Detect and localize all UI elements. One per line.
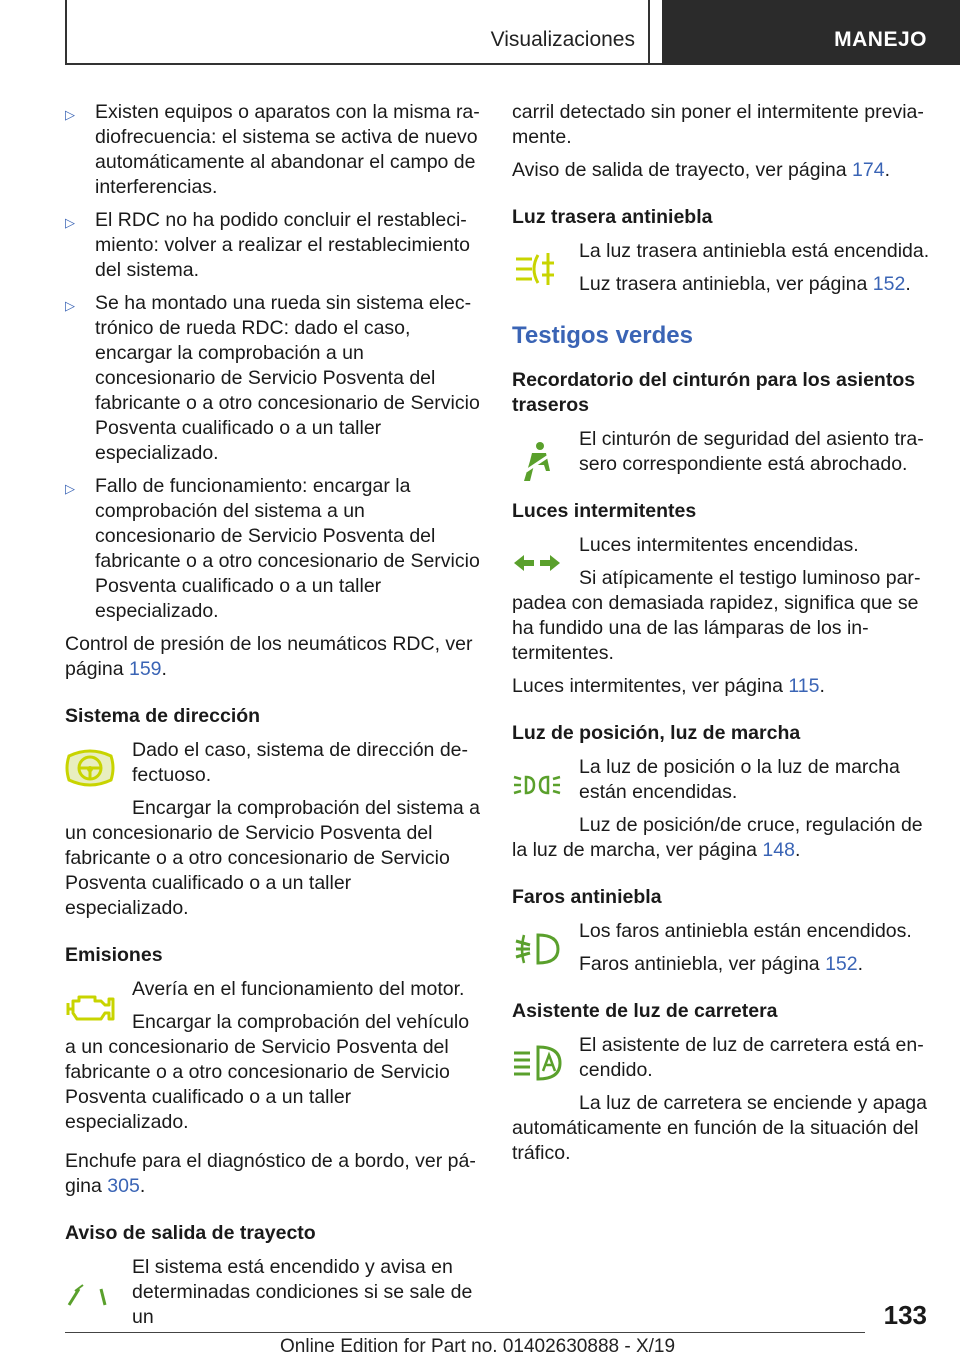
- list-item: ▷ Existen equipos o aparatos con la misma radiofrecuencia: el sistema se activa de nuevo automáticamente al abandonar el campo de interferencias.: [65, 101, 480, 198]
- section-heading-position-light: Luz de posición, luz de marcha: [512, 722, 801, 744]
- rdc-reference: Control de presión de los neumáticos RDC, ver página 159.: [65, 633, 473, 680]
- fog-block: Los faros antiniebla están encendidos. Faros antiniebla, ver página 152.: [512, 919, 932, 977]
- section-heading-high-beam: Asistente de luz de carretera: [512, 1000, 778, 1022]
- rear-fog-light-icon: [512, 249, 562, 289]
- header-chapter-tab: [662, 0, 960, 65]
- page-link[interactable]: 115: [788, 675, 820, 697]
- emissions-block: Avería en el funcionamiento del motor.: [65, 977, 480, 1002]
- list-item: ▷ Fallo de funcionamiento: encargar la comprobación del sistema a un concesionario de Servicio Posventa del fabricante o a otro concesionario de Servicio Posventa cualificado o a un taller especializado.: [65, 475, 480, 622]
- chapter-label: MANEJO: [834, 27, 927, 51]
- lane-exit-reference: Aviso de salida de trayecto, ver página 174.: [512, 159, 890, 181]
- page-link[interactable]: 305: [107, 1175, 140, 1197]
- page-link[interactable]: 148: [762, 839, 795, 861]
- edition-note: Online Edition for Part no. 01402630888 - X/19: [280, 1336, 676, 1357]
- position-light-icon: [512, 765, 562, 805]
- section-heading-emissions: Emisiones: [65, 944, 163, 966]
- seatbelt-icon: [512, 439, 562, 483]
- obd-reference: Enchufe para el diagnóstico de a bordo, ver página 305.: [65, 1150, 476, 1197]
- right-column: carril detectado sin poner el intermitente previamente. Aviso de salida de trayecto, ver página 174. Luz trasera antiniebla La luz trasera antiniebla está encendida. Luz trasera antiniebla, ver página 152. Testigos verdes Recordatorio del cinturón para los asientos traseros El cinturón de seguridad del asiento trasero correspondiente está abrochado. Luces intermitentes Luces intermitentes encendidas. Si atípicamente el testigo luminoso parpadea con demasiada rapidez, significa que se ha fundido una de las lámparas de los intermitentes. Luces intermitentes, ver página 115. Luz de posición, luz de marcha La luz de posición o la luz de marcha están encendidas. Luz de posición/de cruce, regulación de la luz de marcha, ver página 148. Faros antiniebla Los faros antiniebla están encendidos. Faros antiniebla, ver página 152. Asistente de luz de carretera El asistente de luz de carretera está encendido. La luz de carretera se enciende y apaga automáticamente en función de la situación del tráfico.: [512, 100, 932, 1174]
- page-link[interactable]: 159: [128, 658, 162, 680]
- position-block: La luz de posición o la luz de marcha están encendidas.: [512, 755, 932, 805]
- section-heading-green-indicators: Testigos verdes: [512, 322, 693, 349]
- bullet-triangle-icon: ▷: [65, 481, 75, 496]
- steering-block: Dado el caso, sistema de dirección defectuoso.: [65, 738, 480, 788]
- turn-signal-arrows-icon: [512, 543, 562, 583]
- section-heading-fog-lights: Faros antiniebla: [512, 886, 662, 908]
- section-heading-steering: Sistema de dirección: [65, 705, 261, 727]
- footer-rule: [65, 1332, 865, 1333]
- lane-departure-icon: [65, 1269, 115, 1309]
- left-column: ▷ Existen equipos o aparatos con la misma radiofrecuencia: el sistema se activa de nuevo automáticamente al abandonar el campo de interferencias. ▷ El RDC no ha podido concluir el restablecimiento: volver a realizar el restablecimiento del sistema. ▷ Se ha montado una rueda sin sistema electrónico de rueda RDC: dado el caso, encargar la comprobación a un concesionario de Servicio Posventa del fabricante o a otro concesionario de Servicio Posventa cualificado o a un taller especializado. ▷ Fallo de funcionamiento: encargar la comprobación del sistema a un concesionario de Servicio Posventa del fabricante o a otro concesionario de Servicio Posventa cualificado o a un taller especializado. Control de presión de los neumáticos RDC, ver página 159. Sistema de dirección Dado el caso, sistema de dirección defectuoso. Encargar la comprobación del sistema a un concesionario de Servicio Posventa del fabricante o a otro concesionario de Servicio Posventa cualificado o a un taller especializado. Emisiones Avería en el funcionamiento del motor. Encargar la comprobación del vehículo a un concesionario de Servicio Posventa del fabricante o a otro concesionario de Servicio Posventa cualificado o a un taller especializado. Enchufe para el diagnóstico de a bordo, ver página 305. Aviso de salida de trayecto El sistema está encendido y avisa en determinadas condiciones si se sale de un: [65, 101, 480, 1328]
- header-section-title: Visualizaciones: [490, 28, 635, 51]
- section-heading-rear-fog: Luz trasera antiniebla: [512, 206, 713, 228]
- turn-reference: Luces intermitentes, ver página 115.: [512, 675, 825, 697]
- turn-block: Luces intermitentes encendidas.: [512, 533, 932, 558]
- section-heading-belt: Recordatorio del cinturón para los asientos traseros: [512, 369, 916, 416]
- page-number: 133: [883, 1300, 927, 1330]
- lane-exit-block: El sistema está encendido y avisa en determinadas condiciones si se sale de un: [65, 1255, 480, 1330]
- page-link[interactable]: 174: [852, 159, 885, 181]
- highbeam-block: El asistente de luz de carretera está encendido.: [512, 1033, 932, 1083]
- steering-wheel-warning-icon: [65, 748, 115, 788]
- header-border-left: [65, 0, 67, 65]
- page-link[interactable]: 152: [872, 273, 906, 295]
- list-item: ▷ El RDC no ha podido concluir el restablecimiento: volver a realizar el restablecimiento del sistema.: [65, 209, 470, 281]
- header-border-divider: [648, 0, 650, 65]
- front-fog-light-icon: [512, 929, 562, 969]
- belt-block: El cinturón de seguridad del asiento trasero correspondiente está abrochado.: [512, 427, 932, 477]
- high-beam-assistant-icon: [512, 1043, 562, 1083]
- page-link[interactable]: 152: [825, 953, 858, 975]
- rear-fog-block: La luz trasera antiniebla está encendida. Luz trasera antiniebla, ver página 152.: [512, 239, 932, 297]
- position-reference: Luz de posición/de cruce, regulación de la luz de marcha, ver página 148.: [512, 814, 923, 861]
- bullet-triangle-icon: ▷: [65, 298, 75, 313]
- bullet-triangle-icon: ▷: [65, 107, 75, 122]
- list-item: ▷ Se ha montado una rueda sin sistema electrónico de rueda RDC: dado el caso, encargar la comprobación a un concesionario de Servicio Posventa del fabricante o a otro concesionario de Servicio Posventa cualificado o a un taller especializado.: [65, 292, 480, 464]
- section-heading-lane-exit: Aviso de salida de trayecto: [65, 1222, 316, 1244]
- bullet-triangle-icon: ▷: [65, 215, 75, 230]
- engine-warning-icon: [65, 987, 115, 1027]
- section-heading-turn-signals: Luces intermitentes: [512, 500, 697, 522]
